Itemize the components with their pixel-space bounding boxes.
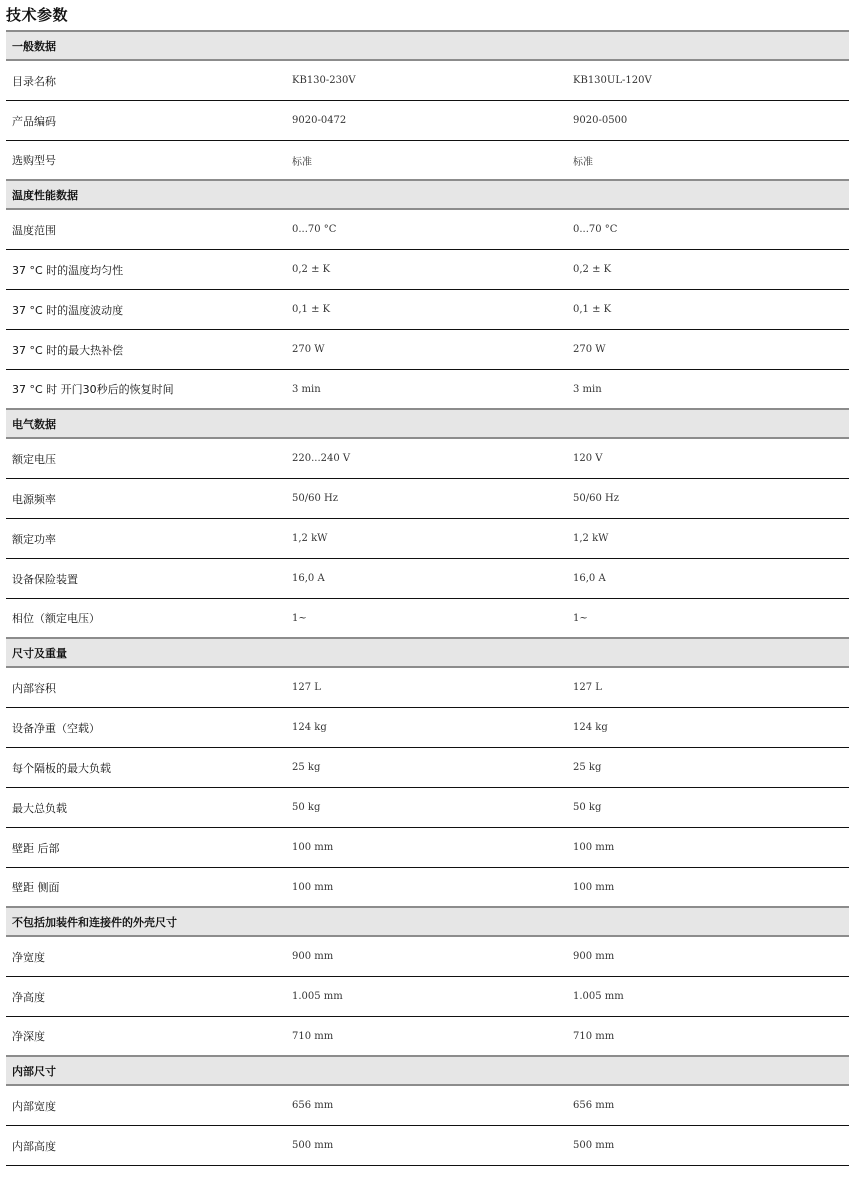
table-row (6, 828, 849, 868)
table-row (6, 141, 849, 181)
table-row (6, 519, 849, 559)
row-label: 额定电压 (12, 452, 56, 466)
table-row (6, 788, 849, 828)
table-row (6, 290, 849, 330)
row-value-2: 710 mm (573, 1030, 615, 1042)
row-value-2: 3 min (573, 383, 602, 395)
row-label: 内部容积 (12, 681, 56, 695)
row-label: 净高度 (12, 990, 45, 1004)
section-header: 温度性能数据 (6, 181, 849, 210)
row-label: 37 °C 时的温度均匀性 (12, 263, 124, 277)
row-value-1: 0,1 ± K (292, 304, 331, 315)
row-value-1: 50/60 Hz (292, 493, 338, 504)
row-value-2: 25 kg (573, 762, 602, 773)
row-label: 额定功率 (12, 532, 56, 546)
row-label: 产品编码 (12, 114, 56, 128)
row-value-1: 220...240 V (292, 453, 351, 464)
table-row (6, 977, 849, 1017)
table-row (6, 559, 849, 599)
row-value-1: KB130-230V (292, 75, 356, 86)
row-value-2: 标准 (573, 156, 593, 168)
row-value-1: 270 W (292, 344, 325, 355)
table-row (6, 101, 849, 141)
row-value-1: 50 kg (292, 802, 321, 813)
section-header: 电气数据 (6, 410, 849, 439)
row-value-1: 500 mm (292, 1140, 334, 1151)
table-row (6, 748, 849, 788)
row-value-2: 127 L (573, 682, 602, 693)
row-label: 相位（额定电压） (12, 612, 100, 625)
table-row (6, 708, 849, 748)
row-value-2: 100 mm (573, 881, 615, 893)
row-value-2: 120 V (573, 453, 603, 464)
row-value-2: 1,2 kW (573, 533, 609, 544)
row-label: 37 °C 时的温度波动度 (12, 303, 124, 317)
row-value-1: 16,0 A (292, 573, 325, 584)
row-value-2: KB130UL-120V (573, 75, 652, 86)
row-value-2: 0...70 °C (573, 224, 618, 235)
row-value-2: 9020-0500 (573, 115, 628, 126)
row-value-1: 124 kg (292, 722, 327, 733)
table-row (6, 210, 849, 250)
section-header: 不包括加装件和连接件的外壳尺寸 (6, 908, 849, 937)
row-value-1: 0,2 ± K (292, 264, 331, 275)
row-label: 设备保险装置 (12, 572, 78, 586)
row-value-2: 270 W (573, 344, 606, 355)
row-label: 37 °C 时的最大热补偿 (12, 343, 124, 357)
row-label: 每个隔板的最大负载 (12, 761, 111, 775)
row-value-1: 1.005 mm (292, 991, 343, 1002)
row-value-2: 100 mm (573, 842, 615, 853)
table-row (6, 370, 849, 410)
row-value-2: 16,0 A (573, 573, 606, 584)
table-row (6, 937, 849, 977)
table-row (6, 479, 849, 519)
row-value-1: 9020-0472 (292, 115, 347, 126)
row-label: 电源频率 (12, 492, 56, 506)
row-value-1: 0...70 °C (292, 224, 337, 235)
spec-table (6, 30, 849, 1166)
row-label: 设备净重（空载） (12, 721, 100, 735)
row-value-1: 标准 (292, 156, 312, 168)
row-value-1: 1~ (292, 612, 307, 624)
section-header: 内部尺寸 (6, 1057, 849, 1086)
row-label: 温度范围 (12, 223, 56, 237)
row-value-2: 656 mm (573, 1100, 615, 1111)
row-value-1: 3 min (292, 383, 321, 395)
table-row (6, 599, 849, 639)
row-value-2: 50/60 Hz (573, 493, 619, 504)
table-row (6, 61, 849, 101)
row-value-2: 50 kg (573, 802, 602, 813)
table-row (6, 868, 849, 908)
row-label: 目录名称 (12, 74, 56, 88)
row-label: 内部高度 (12, 1139, 56, 1153)
row-label: 内部宽度 (12, 1099, 56, 1113)
row-value-2: 124 kg (573, 722, 608, 733)
row-value-1: 100 mm (292, 881, 334, 893)
row-value-1: 1,2 kW (292, 533, 328, 544)
row-label: 选购型号 (12, 154, 56, 167)
row-value-1: 25 kg (292, 762, 321, 773)
table-row (6, 668, 849, 708)
section-header: 尺寸及重量 (6, 639, 849, 668)
table-row (6, 1017, 849, 1057)
row-label: 壁距 侧面 (12, 881, 60, 894)
table-row (6, 1086, 849, 1126)
row-label: 最大总负载 (12, 801, 67, 815)
row-value-2: 1~ (573, 612, 588, 624)
row-value-2: 900 mm (573, 951, 615, 962)
table-row (6, 330, 849, 370)
row-value-2: 1.005 mm (573, 991, 624, 1002)
row-value-1: 656 mm (292, 1100, 334, 1111)
row-label: 壁距 后部 (12, 841, 60, 855)
table-row (6, 250, 849, 290)
section-header: 一般数据 (6, 32, 849, 61)
row-value-1: 100 mm (292, 842, 334, 853)
row-value-1: 127 L (292, 682, 321, 693)
row-value-2: 500 mm (573, 1140, 615, 1151)
row-value-1: 710 mm (292, 1030, 334, 1042)
row-value-2: 0,2 ± K (573, 264, 612, 275)
row-value-2: 0,1 ± K (573, 304, 612, 315)
row-label: 37 °C 时 开门30秒后的恢复时间 (12, 383, 174, 396)
row-value-1: 900 mm (292, 951, 334, 962)
row-label: 净深度 (12, 1030, 45, 1043)
table-row (6, 439, 849, 479)
page-title: 技术参数 (6, 6, 69, 24)
row-label: 净宽度 (12, 950, 45, 964)
table-row (6, 1126, 849, 1166)
